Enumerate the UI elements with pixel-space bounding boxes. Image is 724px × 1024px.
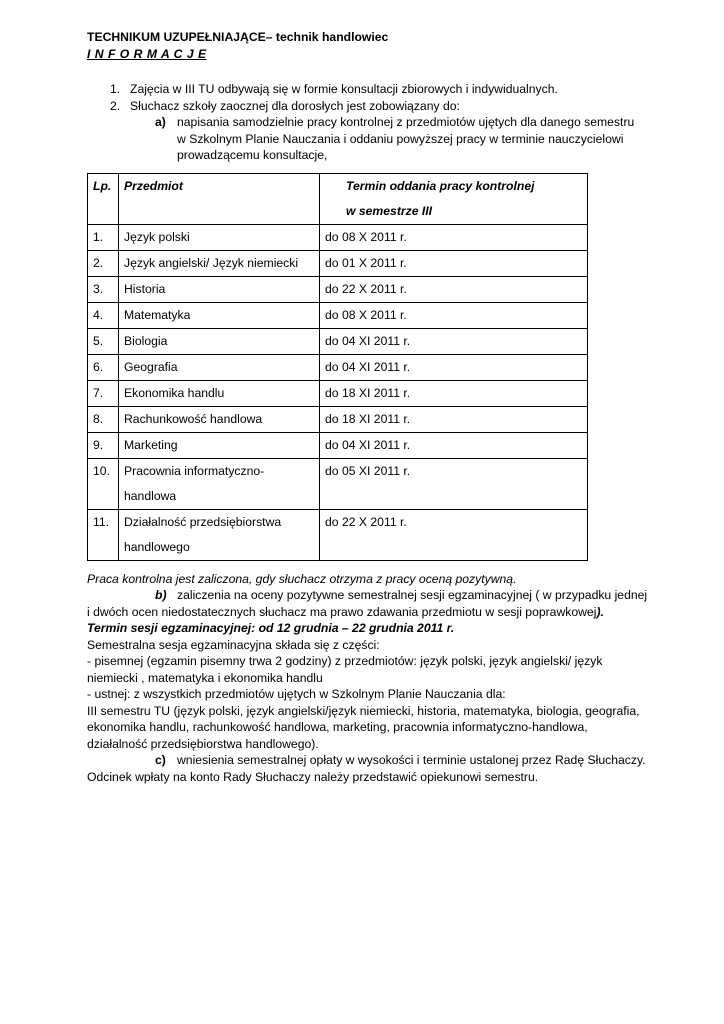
cell-deadline: do 22 X 2011 r. [320, 277, 588, 303]
cell-subject: Ekonomika handlu [119, 381, 320, 407]
exam-info-line: - ustnej: z wszystkich przedmiotów ujętych w Szkolnym Planie Nauczania dla: [87, 687, 506, 701]
list-item-2: Słuchacz szkoły zaocznej dla dorosłych jest zobowiązany do: [130, 99, 460, 113]
table-row [88, 381, 588, 407]
sublist-b-line2-end: ). [596, 605, 604, 619]
cell-subject: Matematyka [119, 303, 320, 329]
cell-lp: 7. [88, 381, 119, 407]
table-row [88, 225, 588, 251]
header-deadline-line1: Termin oddania pracy kontrolnej [346, 179, 535, 193]
cell-deadline: do 18 XI 2011 r. [320, 381, 588, 407]
list-number-1: 1. [110, 82, 121, 96]
cell-subject-line: Działalność przedsiębiorstwa [124, 515, 282, 529]
sublist-a-line: w Szkolnym Planie Nauczania i oddaniu powyższej pracy w terminie nauczycielowi [177, 132, 624, 146]
exam-info-line: Semestralna sesja egzaminacyjna składa się z części: [87, 638, 380, 652]
cell-deadline: do 08 X 2011 r. [320, 225, 588, 251]
cell-subject-line: handlowego [124, 540, 190, 554]
cell-lp: 3. [88, 277, 119, 303]
table-row [88, 329, 588, 355]
cell-deadline: do 04 XI 2011 r. [320, 433, 588, 459]
header-subject: Przedmiot [119, 174, 320, 225]
sublist-a-line: prowadzącemu konsultacje, [177, 148, 328, 162]
note-text: Praca kontrolna jest zaliczona, gdy słuchacz otrzyma z pracy oceną pozytywną. [87, 572, 517, 586]
cell-subject: Geografia [119, 355, 320, 381]
exam-info-line: ekonomika handlu, rachunkowość handlowa, marketing, pracownia informatyczno-handlowa, [87, 720, 588, 734]
header-deadline-line2: w semestrze III [346, 204, 433, 218]
exam-info-line: niemiecki , matematyka i ekonomika handlu [87, 671, 323, 685]
sublist-label-c: c) [155, 753, 166, 767]
sublist-a-line: napisania samodzielnie pracy kontrolnej z przedmiotów ujętych dla danego semestru [177, 115, 635, 129]
cell-lp: 6. [88, 355, 119, 381]
table-row [88, 433, 588, 459]
cell-deadline: do 18 XI 2011 r. [320, 407, 588, 433]
list-item-1: Zajęcia w III TU odbywają się w formie konsultacji zbiorowych i indywidualnych. [130, 82, 558, 96]
exam-term: Termin sesji egzaminacyjnej: od 12 grudnia – 22 grudnia 2011 r. [87, 621, 455, 635]
sublist-c-line: wniesienia semestralnej opłaty w wysokości i terminie ustalonej przez Radę Słuchaczy. [177, 753, 646, 767]
cell-subject: Biologia [119, 329, 320, 355]
cell-deadline: do 04 XI 2011 r. [320, 329, 588, 355]
cell-lp: 4. [88, 303, 119, 329]
cell-subject: Marketing [119, 433, 320, 459]
table-row [88, 277, 588, 303]
cell-subject-line: Pracownia informatyczno- [124, 464, 265, 478]
cell-subject: Język polski [119, 225, 320, 251]
sublist-c-line: Odcinek wpłaty na konto Rady Słuchaczy należy przedstawić opiekunowi semestru. [87, 770, 539, 784]
cell-subject: Rachunkowość handlowa [119, 407, 320, 433]
cell-deadline: do 08 X 2011 r. [320, 303, 588, 329]
sublist-b-line: zaliczenia na oceny pozytywne semestralnej sesji egzaminacyjnej ( w przypadku jednej [177, 588, 648, 602]
table-row [88, 510, 588, 561]
deadlines-table [87, 173, 588, 561]
document-title: TECHNIKUM UZUPEŁNIAJĄCE– technik handlowiec [87, 30, 389, 44]
header-deadline [320, 174, 588, 225]
cell-lp: 8. [88, 407, 119, 433]
list-number-2: 2. [110, 99, 121, 113]
cell-deadline: do 22 X 2011 r. [320, 510, 588, 561]
sublist-label-a: a) [155, 115, 166, 129]
cell-lp: 9. [88, 433, 119, 459]
cell-deadline: do 05 XI 2011 r. [320, 459, 588, 510]
table-row [88, 355, 588, 381]
cell-lp: 10. [88, 459, 119, 510]
cell-subject: Historia [119, 277, 320, 303]
cell-subject: Język angielski/ Język niemiecki [119, 251, 320, 277]
cell-lp: 5. [88, 329, 119, 355]
table-row [88, 407, 588, 433]
cell-deadline: do 01 X 2011 r. [320, 251, 588, 277]
sublist-b-line2-text: i dwóch ocen niedostatecznych słuchacz ma prawo zdawania przedmiotu w sesji poprawkowej [87, 605, 597, 619]
exam-info-line: - pisemnej (egzamin pisemny trwa 2 godziny) z przedmiotów: język polski, język angielski/ język [87, 654, 603, 668]
cell-subject-line: handlowa [124, 489, 177, 503]
cell-subject [119, 459, 320, 510]
table-header-row [88, 174, 588, 225]
table-row [88, 251, 588, 277]
exam-info-line: działalność przedsiębiorstwa handlowego). [87, 737, 319, 751]
document-subtitle: I N F O R M A C J E [87, 47, 207, 61]
cell-lp: 1. [88, 225, 119, 251]
header-lp: Lp. [88, 174, 119, 225]
sublist-label-b: b) [155, 588, 167, 602]
cell-deadline: do 04 XI 2011 r. [320, 355, 588, 381]
sublist-b-line [87, 604, 604, 621]
table-row [88, 459, 588, 510]
cell-subject [119, 510, 320, 561]
table-row [88, 303, 588, 329]
cell-lp: 11. [88, 510, 119, 561]
cell-lp: 2. [88, 251, 119, 277]
exam-info-line: III semestru TU (język polski, język angielski/język niemiecki, historia, matematyka, biologia, geografia, [87, 704, 640, 718]
